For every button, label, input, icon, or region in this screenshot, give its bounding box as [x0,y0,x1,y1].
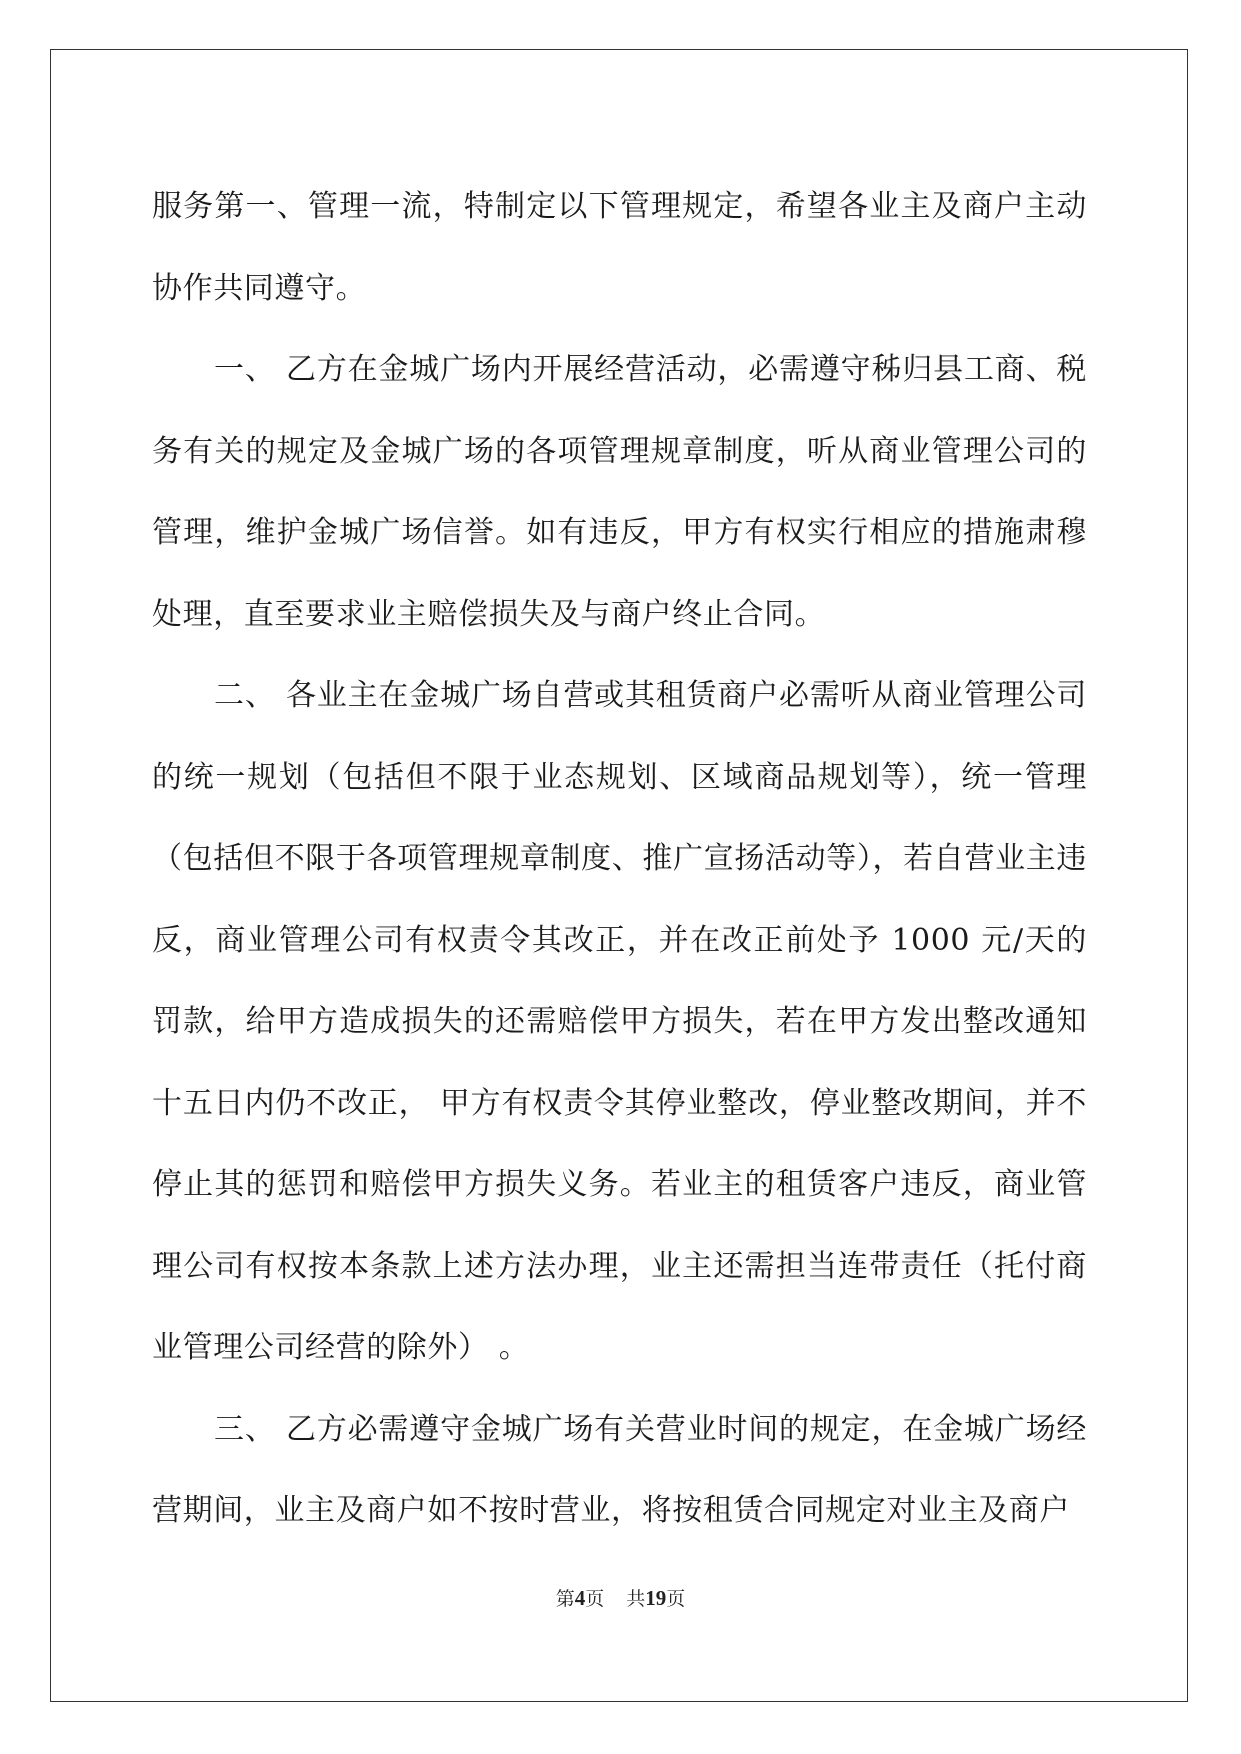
footer-page-total: 19 [645,1586,667,1610]
paragraph-clause-3: 三、 乙方必需遵守金城广场有关营业时间的规定，在金城广场经营期间，业主及商户如不按时营业，将按租赁合同规定对业主及商户 [152,1411,1087,1528]
paragraph-clause-2: 二、 各业主在金城广场自营或其租赁商户必需听从商业管理公司的统一规划（包括但不限于业态规划、区域商品规划等），统一管理（包括但不限于各项管理规章制度、推广宣扬活动等），若自营业主违反，商业管理公司有权责令其改正，并在改正前处予 1000 元/天的罚款，给甲方造成损失的还需赔偿甲方损失，若在甲方发出整改通知十五日内仍不改正， 甲方有权责令其停业整改，停业整改期间，并不停止其的惩罚和赔偿甲方损失义务。若业主的租赁客户违反，商业管理公司有权按本条款上述方法办理，业主还需担当连带责任（托付商业管理公司经营的除外） 。 [152,678,1087,1365]
page-footer [0,1584,1241,1611]
footer-page-mid: 页 [585,1588,605,1610]
document-body [152,166,1087,1552]
paragraph-clause-1: 一、 乙方在金城广场内开展经营活动，必需遵守秭归县工商、税务有关的规定及金城广场的各项管理规章制度，听从商业管理公司的管理，维护金城广场信誉。如有违反，甲方有权实行相应的措施肃穆处理，直至要求业主赔偿损失及与商户终止合同。 [152,352,1087,632]
footer-page-prefix: 第 [555,1588,575,1610]
paragraph-intro: 服务第一、管理一流，特制定以下管理规定，希望各业主及商户主动协作共同遵守。 [152,189,1087,306]
footer-total-suffix: 页 [666,1588,686,1610]
footer-page-current: 4 [574,1586,586,1610]
footer-total-prefix: 共 [626,1588,646,1610]
